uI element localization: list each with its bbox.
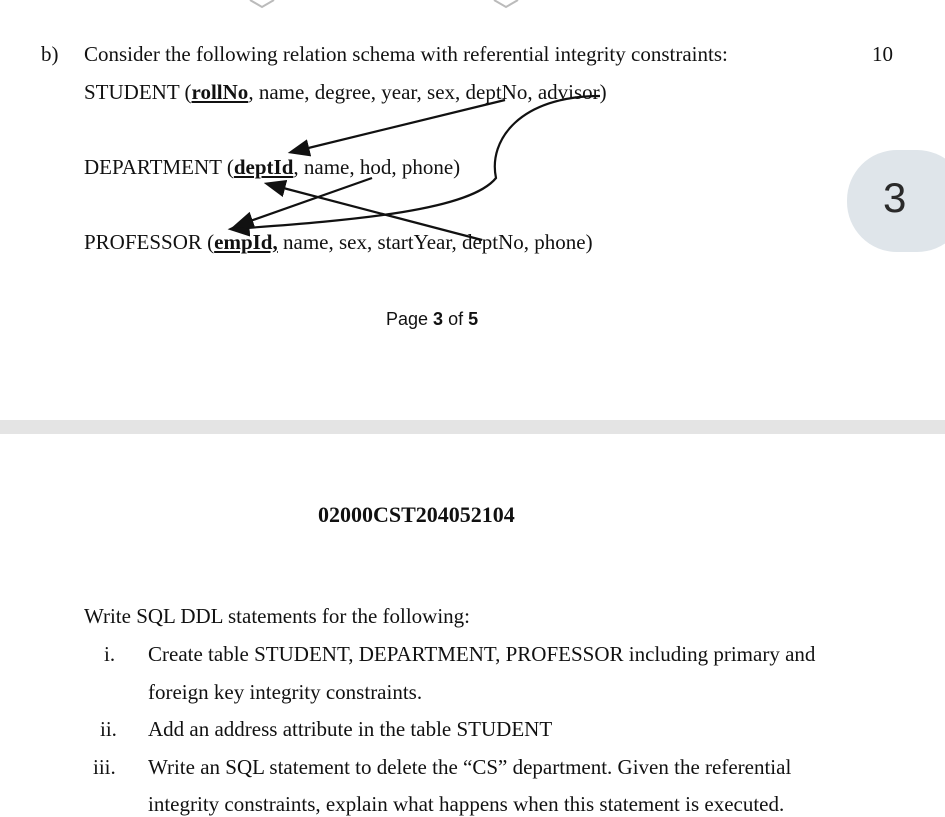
page-separator [0,420,945,434]
student-primary-key: rollNo [191,80,249,104]
item-number: i. [104,642,116,666]
instructions: Write SQL DDL statements for the following: [84,604,471,628]
page-footer: Page 3 of 5 [386,309,479,329]
department-schema: DEPARTMENT (deptId, name, hod, phone) [84,155,461,179]
page-indicator-badge [847,150,945,252]
item-text: Write an SQL statement to delete the “CS” department. Given the referential [148,755,792,779]
arrow-student-dept-to-department [292,100,505,152]
item-number: iii. [93,755,116,779]
page-indicator-number: 3 [883,174,907,221]
question-label: b) [41,42,59,66]
department-primary-key: deptId [233,155,294,179]
question-marks: 10 [872,42,893,66]
professor-schema: PROFESSOR (empId, name, sex, startYear, deptNo, phone) [84,230,593,254]
paper-code: 02000CST204052104 [318,502,515,527]
item-text: Add an address attribute in the table STUDENT [148,717,553,741]
item-number: ii. [100,717,117,741]
item-text-continued: foreign key integrity constraints. [148,680,423,704]
item-text: Create table STUDENT, DEPARTMENT, PROFESSOR including primary and [148,642,816,666]
item-text-continued: integrity constraints, explain what happens when this statement is executed. [148,792,785,816]
question-text: Consider the following relation schema with referential integrity constraints: [84,42,728,66]
student-schema: STUDENT (rollNo, name, degree, year, sex, deptNo, advisor) [84,80,607,104]
foreign-key-arrows [0,0,945,300]
professor-primary-key: empId, [214,230,278,254]
arrow-professor-dept-to-department [268,184,482,240]
